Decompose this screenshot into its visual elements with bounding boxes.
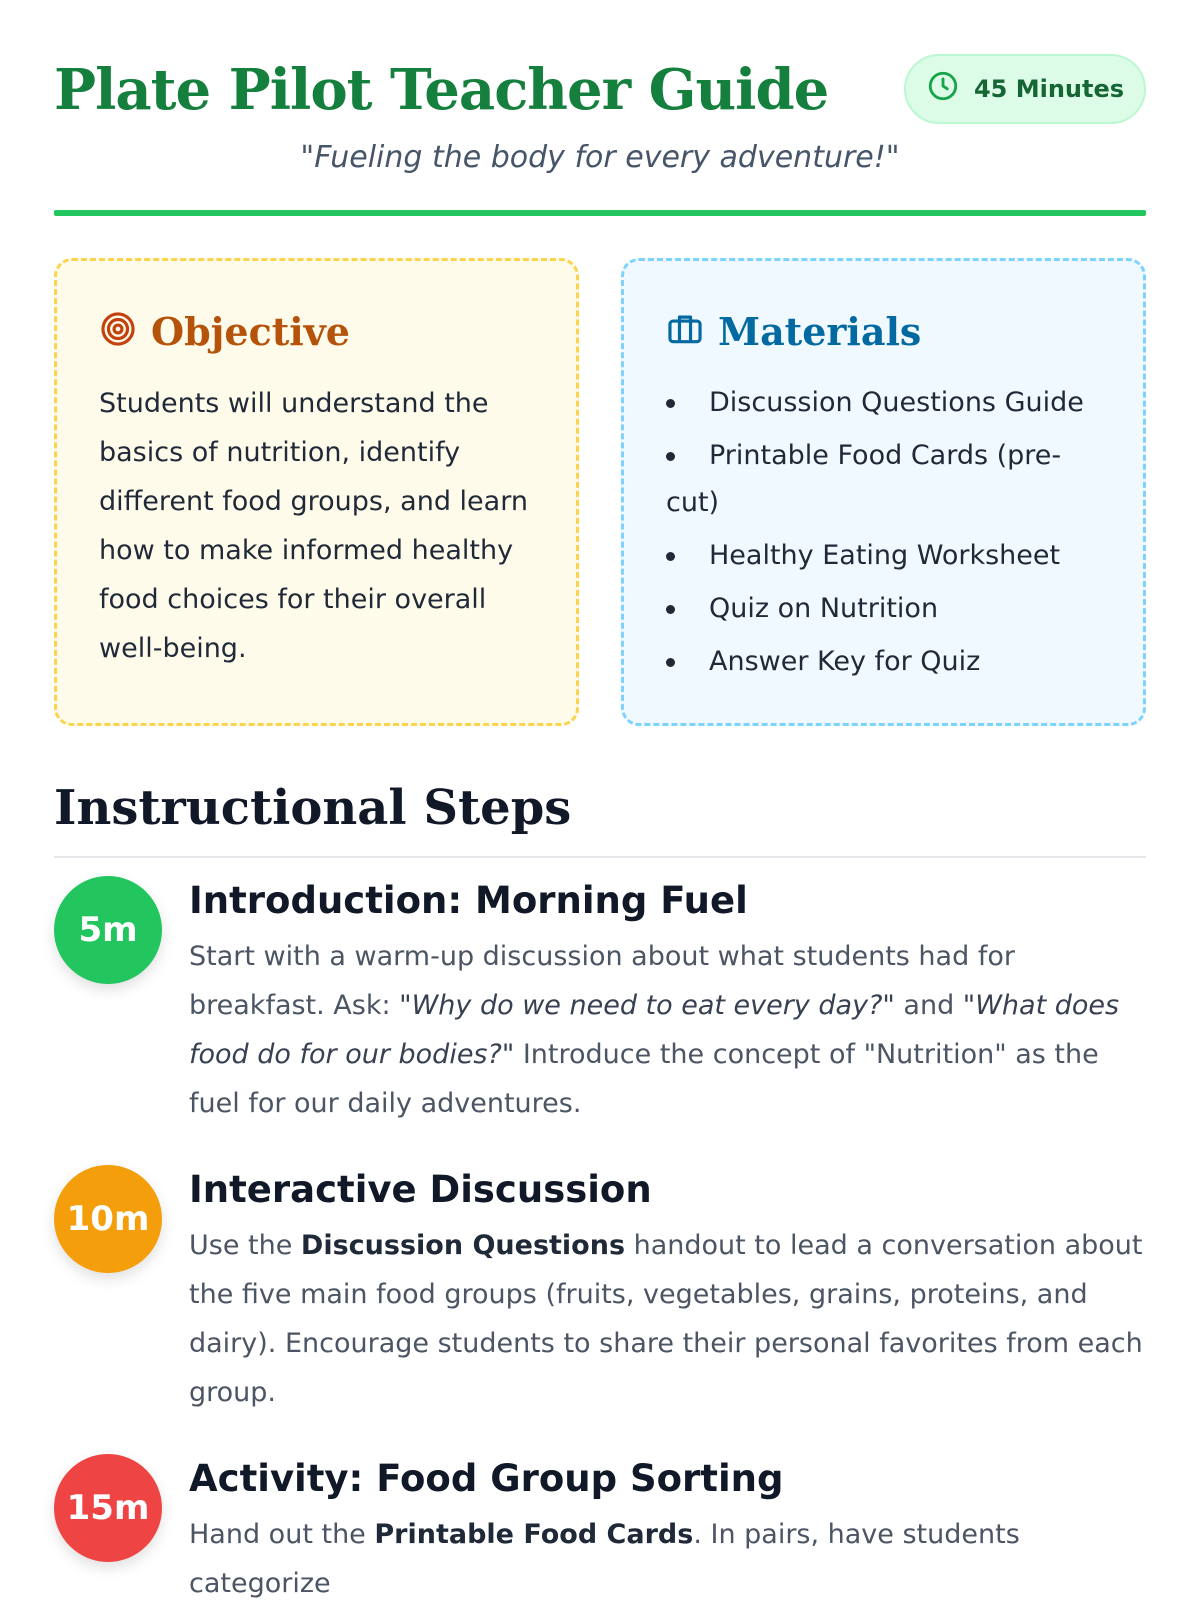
overview-cards [54, 258, 1146, 726]
objective-header [99, 301, 534, 361]
list-item: Answer Key for Quiz [666, 638, 1101, 685]
step-title: Activity: Food Group Sorting [189, 1457, 784, 1500]
step-duration-badge: 10m [54, 1165, 162, 1273]
step-text-part: Introduce the concept of "Nutrition" as the fuel for our daily adventures. [189, 1039, 1099, 1119]
step-duration-badge: 5m [54, 876, 162, 984]
guide-header [54, 0, 1146, 218]
step-text-part: handout to lead a conversation about the five main food groups (fruits, vegetables, grains, proteins, and dairy). Encourage students to share their personal favorites from each group. [189, 1230, 1143, 1408]
step-text [189, 1510, 1146, 1600]
list-item: Discussion Questions Guide [666, 379, 1101, 426]
page-title: Plate Pilot Teacher Guide [54, 57, 829, 123]
step-text [189, 932, 1146, 1128]
objective-card [54, 258, 579, 726]
target-icon [99, 310, 137, 352]
step-bold-term: Printable Food Cards [374, 1519, 694, 1550]
step-text [189, 1221, 1146, 1417]
step-body [189, 876, 1146, 1128]
materials-list [666, 379, 1101, 685]
step-quote: "Why do we need to eat every day?" [399, 990, 895, 1021]
step-item [54, 876, 1146, 1128]
step-text-part: Use the [189, 1230, 301, 1261]
steps-divider [54, 856, 1146, 858]
briefcase-icon [666, 310, 704, 352]
list-item: Printable Food Cards (pre-cut) [666, 432, 1101, 526]
step-body [189, 1454, 1146, 1600]
steps-heading: Instructional Steps [54, 780, 572, 836]
step-text-part: and [894, 990, 963, 1021]
duration-label: 45 Minutes [973, 75, 1125, 103]
header-divider [54, 210, 1146, 216]
objective-text: Students will understand the basics of nutrition, identify different food groups, and learn how to make informed healthy food choices for their overall well-being. [99, 388, 528, 664]
step-quote: "What does food do for our bodies?" [189, 990, 1120, 1070]
duration-badge [904, 54, 1146, 124]
list-item: Healthy Eating Worksheet [666, 532, 1101, 579]
step-item [54, 1454, 1146, 1600]
list-item: Quiz on Nutrition [666, 585, 1101, 632]
objective-title: Objective [151, 308, 350, 354]
step-duration-badge: 15m [54, 1454, 162, 1562]
step-text-part: Hand out the [189, 1519, 375, 1550]
step-text-part: . In pairs, have students categorize [189, 1519, 1020, 1599]
materials-title: Materials [718, 308, 922, 354]
step-body [189, 1165, 1146, 1417]
step-bold-term: Discussion Questions [300, 1230, 626, 1261]
clock-icon [926, 69, 960, 109]
step-text-part: Start with a warm-up discussion about what students had for breakfast. Ask: [189, 941, 1015, 1021]
step-item [54, 1165, 1146, 1417]
materials-header [666, 301, 1101, 361]
step-title: Introduction: Morning Fuel [189, 879, 748, 922]
step-title: Interactive Discussion [189, 1168, 652, 1211]
page-subtitle: "Fueling the body for every adventure!" [300, 140, 900, 175]
materials-card [621, 258, 1146, 726]
